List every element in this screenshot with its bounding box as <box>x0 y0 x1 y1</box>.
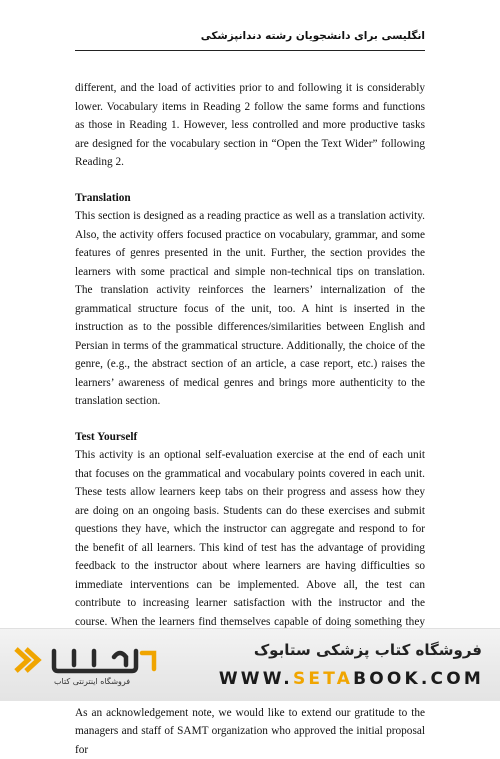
url-prefix: WWW. <box>219 669 293 689</box>
url-accent: SETA <box>293 669 353 689</box>
watermark-footer <box>0 628 500 701</box>
setabook-logo <box>12 643 162 695</box>
header-title: انگلیسی برای دانشجویان رشته دندانپزشکی <box>201 30 425 42</box>
section-heading: Translation <box>75 189 425 208</box>
section-heading: Test Yourself <box>75 428 425 447</box>
store-url <box>219 669 484 689</box>
store-name: فروشگاه کتاب پزشکی ستابوک <box>254 641 482 659</box>
url-suffix: BOOK.COM <box>353 669 484 689</box>
setabook-logo-icon <box>12 643 162 677</box>
section-paragraph: This activity is an optional self-evaluation exercise at the end of each unit that focuses on the grammatical and vocabulary points covered in each unit. These tests allow learners keep tabs on their progress and assess how they are doing on an ongoing basis. Students can do these exercises and submit questions they have, which the instructor can aggregate and respond to for the benefit of all learners. This kind of test has the advantage of providing feedback to the instructor about where learners are having difficulties so immediate interventions can be implemented. Above all, the test can contribute to increasing learner satisfaction with the instructor and the course. When the learners find themselves capable of doing something they <box>75 446 425 668</box>
intro-paragraph: different, and the load of activities prior to and following it is considerably lower. Vocabulary items in Reading 2 follow the same forms and functions as those in Reading 1. However, less controlled and more productive tasks are designed for the vocabulary section in “Open the Text Wider” following Reading 2. <box>75 79 425 172</box>
running-header <box>75 26 425 51</box>
section-translation <box>75 189 425 411</box>
section-paragraph: This section is designed as a reading practice as well as a translation activity. Also, the activity offers focused practice on vocabulary, grammar, and some features of genres presented in the unit. Further, the section provides the learners with some practical and simple non-technical tips on translation. The translation activity reinforces the learners’ internalization of the grammatical structure focus of the unit, too. A hint is inserted in the instruction as to the possible differences/similarities between English and Persian in terms of the grammatical structure. Additionally, the choice of the genre, (e.g., the abstract section of an article, a case report, etc.) raises the learners’ awareness of medical genres and brings more authenticity to the translation section. <box>75 207 425 411</box>
section-paragraph: As an acknowledgement note, we would like to extend our gratitude to the managers and staff of SAMT organization who approved the initial proposal for <box>75 704 425 759</box>
logo-subtitle: فروشگاه اینترنتی کتاب <box>54 677 130 686</box>
